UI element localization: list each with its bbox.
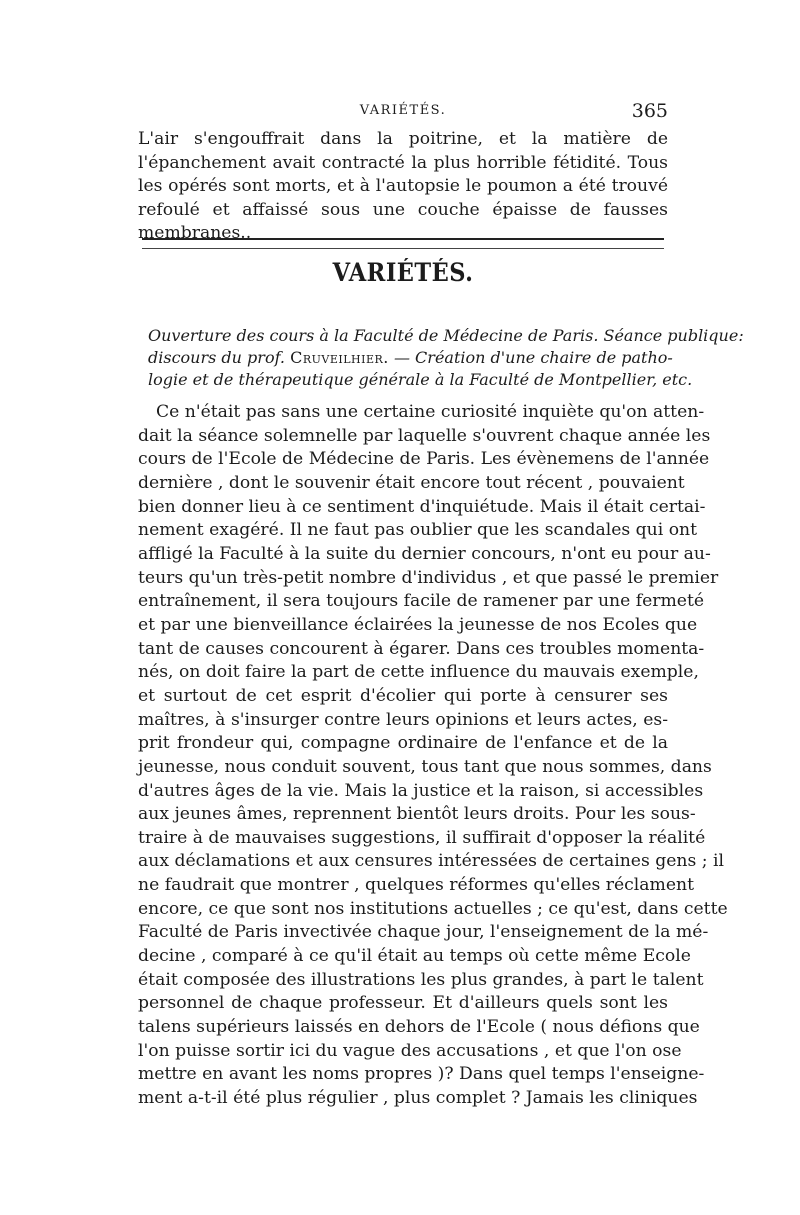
body-line: decine , comparé à ce qu'il était au temps où cette même Ecole [138,946,691,967]
body-line: maîtres, à s'insurger contre leurs opinions et leurs actes, es- [138,709,668,730]
body-line: prit frondeur qui, compagne ordinaire de l'enfance et de la [138,733,668,754]
body-line: aux jeunes âmes, reprennent bientôt leurs droits. Pour les sous- [138,804,696,825]
body-line: ment a-t-il été plus régulier , plus complet ? Jamais les cliniques [138,1088,698,1109]
body-line: et surtout de cet esprit d'écolier qui porte à censurer ses [138,685,668,706]
running-head [138,100,668,122]
body-line: dernière , dont le souvenir était encore tout récent , pouvaient [138,472,685,493]
professor-name: Cruveilhier. [290,348,389,367]
section-divider [142,238,664,249]
body-line: ne faudrait que montrer , quelques réformes qu'elles réclament [138,875,694,896]
body-line: entraînement, il sera toujours facile de ramener par une fermeté [138,591,705,612]
body-line: nés, on doit faire la part de cette influence du mauvais exemple, [138,662,699,683]
article-subheading [138,325,744,391]
body-line: teurs qu'un très-petit nombre d'individus , et que passé le premier [138,567,719,588]
body-line: talens supérieurs laissés en dehors de l'Ecole ( nous défions que [138,1017,700,1038]
body-line: l'on puisse sortir ici du vague des accusations , et que l'on ose [138,1040,682,1061]
subheading-line-2-end: — Création d'une chaire de patho- [388,348,673,367]
body-line: Ce n'était pas sans une certaine curiosité inquiète qu'on atten- [156,402,705,422]
body-line: dait la séance solemnelle par laquelle s'ouvrent chaque année les [138,425,711,446]
section-title: VARIÉTÉS. [332,258,474,287]
body-line: bien donner lieu à ce sentiment d'inquiétude. Mais il était certai- [138,496,706,517]
body-line: cours de l'Ecole de Médecine de Paris. Les évènemens de l'année [138,449,710,470]
body-line: mettre en avant les noms propres )? Dans quel temps l'enseigne- [138,1064,705,1085]
page-number: 365 [631,100,668,122]
body-line: personnel de chaque professeur. Et d'ailleurs quels sont les [138,993,668,1014]
previous-article-end: L'air s'engouffrait dans la poitrine, et la matière de l'épanchement avait contracté la plus horrible fétidité. Tous les opérés sont morts, et à l'autopsie le poumon a été trouvé refoulé et affaissé sous une couche épaisse de fausses membranes.. [138,129,668,243]
body-line: était composée des illustrations les plus grandes, à part le talent [138,969,704,990]
subheading-line-2-start: discours du prof. [148,348,286,367]
body-line: et par une bienveillance éclairées la jeunesse de nos Ecoles que [138,614,698,635]
subheading-line-2 [138,347,673,369]
body-line: traire à de mauvaises suggestions, il suffirait d'opposer la réalité [138,827,706,848]
body-line: Faculté de Paris invectivée chaque jour, l'enseignement de la mé- [138,922,709,943]
body-line: encore, ce que sont nos institutions actuelles ; ce qu'est, dans cette [138,898,728,919]
subheading-line-1: Ouverture des cours à la Faculté de Médecine de Paris. Séance publique: [148,326,744,345]
body-line: aux déclamations et aux censures intéressées de certaines gens ; il [138,851,725,872]
body-line: tant de causes concourent à égarer. Dans ces troubles momenta- [138,638,705,659]
body-line: nement exagéré. Il ne faut pas oublier que les scandales qui ont [138,520,698,541]
body-line: affligé la Faculté à la suite du dernier concours, n'ont eu pour au- [138,543,711,564]
running-title: VARIÉTÉS. [359,103,447,118]
subheading-line-3: logie et de thérapeutique générale à la Faculté de Montpellier, etc. [148,370,693,389]
article-body [138,401,728,1111]
body-line: jeunesse, nous conduit souvent, tous tant que nous sommes, dans [138,756,712,777]
body-line: d'autres âges de la vie. Mais la justice et la raison, si accessibles [138,780,704,801]
